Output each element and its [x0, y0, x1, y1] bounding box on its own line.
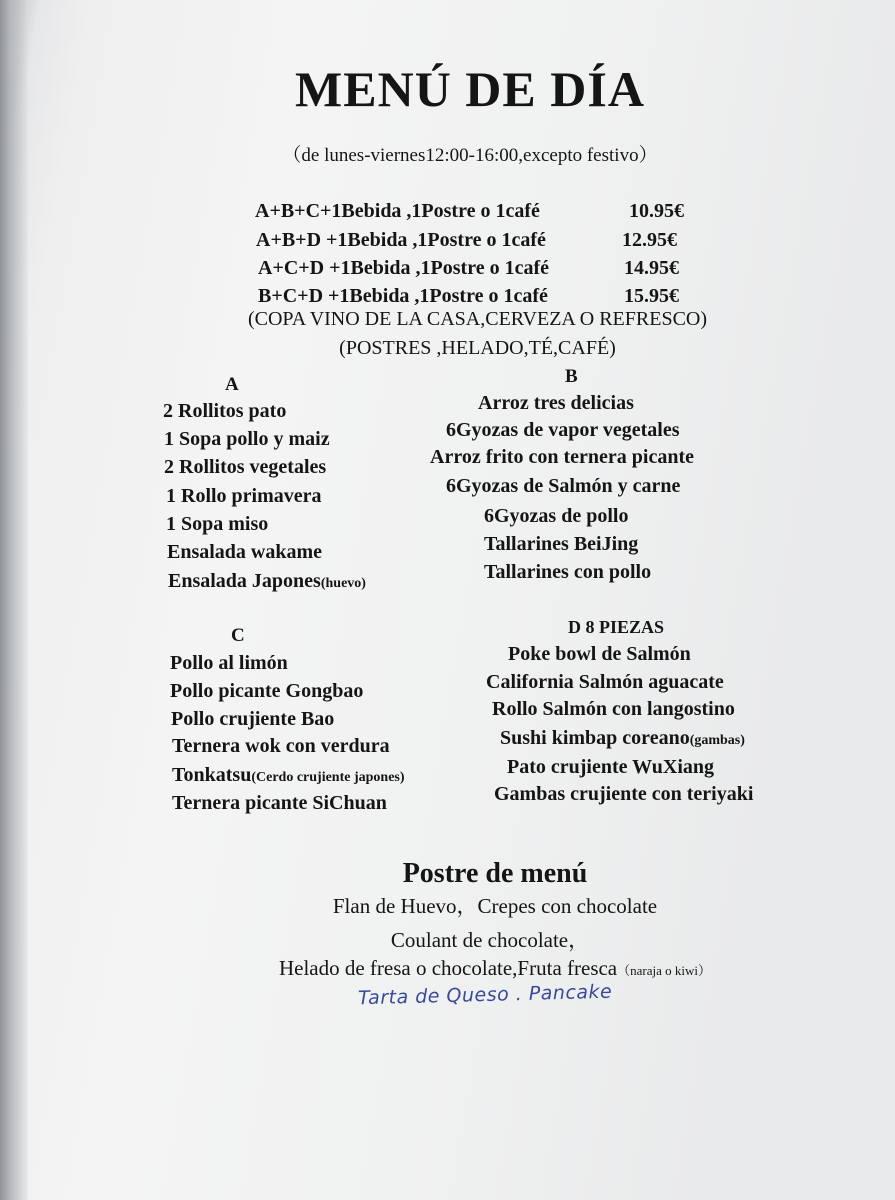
- price-value: 10.95€: [629, 200, 684, 222]
- paper-fold-shadow: [0, 0, 28, 1200]
- section-c-item: Pollo picante Gongbao: [170, 680, 364, 702]
- section-c-item: Pollo crujiente Bao: [171, 708, 335, 730]
- price-combo: A+B+C+1Bebida ,1Postre o 1café: [255, 200, 540, 222]
- section-a-item: 1 Sopa miso: [166, 513, 269, 535]
- section-b-item: Arroz frito con ternera picante: [430, 446, 694, 468]
- item-name: Tonkatsu: [172, 764, 252, 786]
- section-d-item: Gambas crujiente con teriyaki: [494, 783, 754, 805]
- section-a-item: 2 Rollitos vegetales: [164, 456, 327, 478]
- section-b-item: 6Gyozas de vapor vegetales: [446, 419, 680, 441]
- section-c-item: Pollo al limón: [170, 652, 288, 674]
- section-d-heading: D 8 PIEZAS: [568, 617, 665, 637]
- section-d-item: Rollo Salmón con langostino: [492, 698, 735, 720]
- section-a-item: 2 Rollitos pato: [163, 400, 287, 422]
- dessert-text: Helado de fresa o chocolate,Fruta fresca: [278, 956, 618, 980]
- section-d-item: California Salmón aguacate: [486, 671, 724, 693]
- section-d-item: Poke bowl de Salmón: [508, 643, 691, 665]
- section-c-item: Ternera wok con verdura: [172, 735, 390, 757]
- dessert-line: Flan de Huevo，Crepes con chocolate: [332, 894, 658, 918]
- dessert-note: （naraja o kiwi）: [617, 963, 712, 978]
- price-combo: A+B+D +1Bebida ,1Postre o 1café: [256, 229, 546, 251]
- menu-hours: （de lunes-viernes12:00-16:00,excepto festivo）: [282, 145, 658, 166]
- section-a-item: 1 Sopa pollo y maiz: [164, 428, 330, 450]
- section-b-item: Tallarines con pollo: [484, 561, 652, 583]
- section-a-item: Ensalada wakame: [167, 541, 323, 563]
- section-d-item: Pato crujiente WuXiang: [507, 756, 715, 778]
- section-b-item: Arroz tres delicias: [478, 392, 634, 414]
- section-d-item: [500, 727, 745, 750]
- price-value: 12.95€: [622, 229, 677, 251]
- section-b-heading: B: [565, 366, 578, 387]
- section-b-item: Tallarines BeiJing: [484, 533, 639, 555]
- handwritten-addition: Tarta de Queso . Pancake: [357, 980, 613, 1010]
- section-c-item: Ternera picante SiChuan: [172, 792, 387, 814]
- price-value: 15.95€: [624, 285, 679, 307]
- section-b-item: 6Gyozas de pollo: [484, 505, 629, 527]
- dessert-note: (POSTRES ,HELADO,TÉ,CAFÉ): [339, 337, 616, 359]
- price-value: 14.95€: [624, 257, 679, 279]
- section-a-item: 1 Rollo primavera: [166, 485, 322, 507]
- item-note: (gambas): [689, 733, 745, 748]
- menu-title: MENÚ DE DÍA: [295, 61, 645, 117]
- item-note: (Cerdo crujiente japones): [251, 770, 405, 785]
- item-name: Ensalada Japones: [168, 570, 321, 592]
- section-a-heading: A: [225, 374, 239, 395]
- section-c-item: [172, 764, 405, 787]
- item-note: (huevo): [320, 576, 366, 591]
- section-c-heading: C: [231, 625, 245, 646]
- section-b-item: 6Gyozas de Salmón y carne: [446, 475, 681, 497]
- price-combo: B+C+D +1Bebida ,1Postre o 1café: [258, 285, 548, 307]
- dessert-title: Postre de menú: [402, 858, 588, 889]
- price-combo: A+C+D +1Bebida ,1Postre o 1café: [258, 257, 550, 279]
- dessert-line: Coulant de chocolate，: [390, 928, 590, 952]
- drink-note: (COPA VINO DE LA CASA,CERVEZA O REFRESCO): [247, 308, 708, 330]
- section-a-item: [168, 570, 366, 593]
- dessert-line: [0, 956, 895, 981]
- item-name: Sushi kimbap coreano: [500, 727, 690, 749]
